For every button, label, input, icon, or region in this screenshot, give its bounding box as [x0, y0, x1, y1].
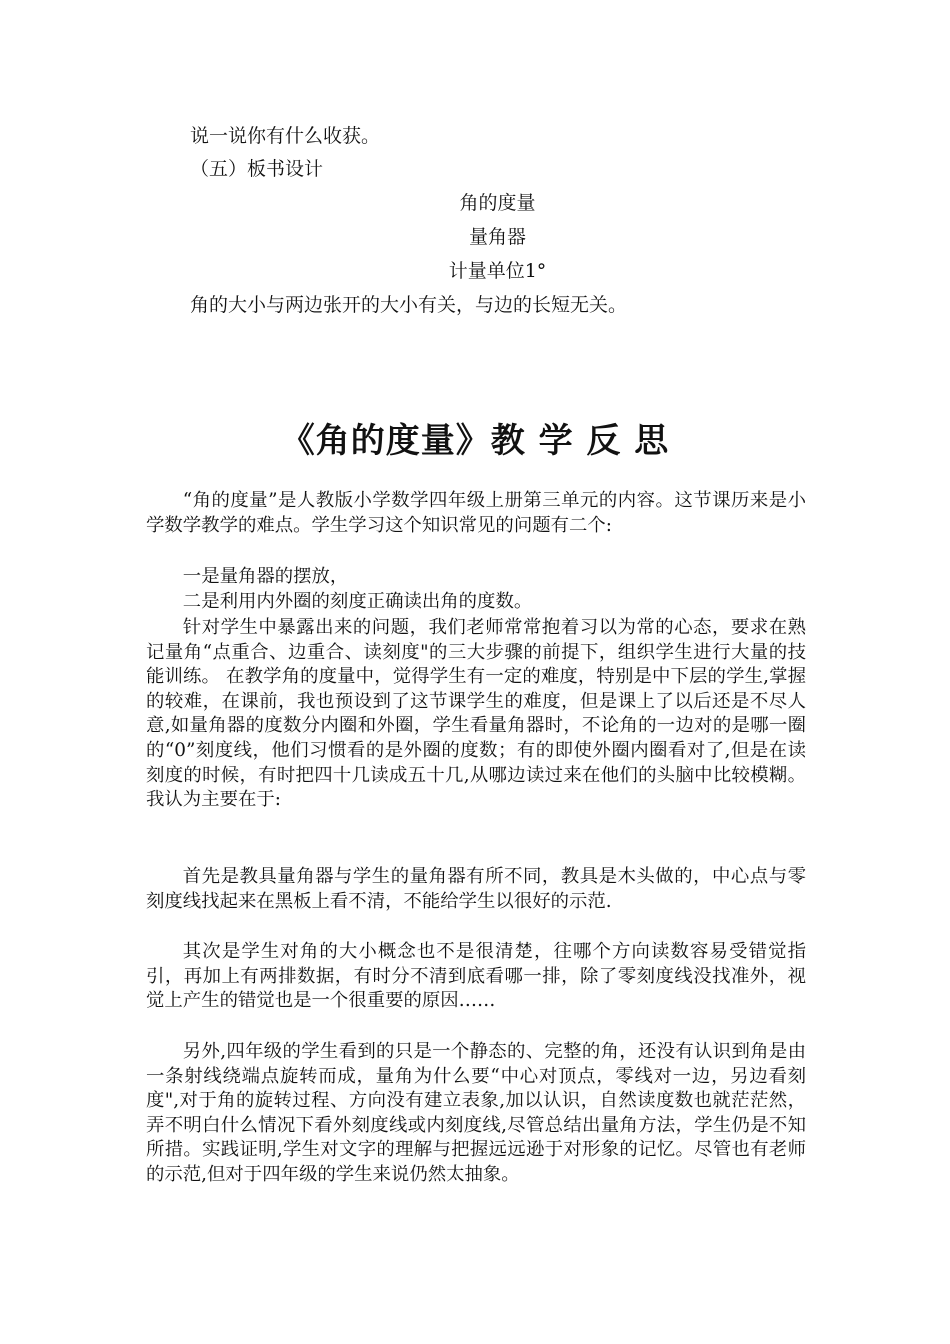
reflection-paragraph-also: 另外,四年级的学生看到的只是一个静态的、完整的角，还没有认识到角是由一条射线绕端点旋转而成，量角为什么要“中心对顶点，零线对一边，另边看刻度",对于角的旋转过程、方向没有建立表象,加以认识，自然读度数也就茫茫然，弄不明白什么情况下看外刻度线或内刻度线,尽管总结出量角方法，学生仍是不知所措。实践证明,学生对文字的理解与把握远远逊于对形象的记忆。尽管也有老师的示范,但对于四年级的学生来说仍然太抽象。 [146, 1041, 806, 1185]
board-conclusion: 角的大小与两边张开的大小有关，与边的长短无关。 [190, 294, 628, 316]
reflection-title: 《角的度量》教 学 反 思 [280, 421, 670, 461]
reflection-paragraph-second: 其次是学生对角的大小概念也不是很清楚，往哪个方向读数容易受错觉指引，再加上有两排数据，有时分不清到底看哪一排，除了零刻度线没找准外，视觉上产生的错觉也是一个很重要的原因…… [146, 941, 806, 1012]
board-title: 角的度量 [459, 192, 536, 214]
reflection-intro: “角的度量”是人教版小学数学四年级上册第三单元的内容。这节课历来是小学数学教学的难点。学生学习这个知识常见的问题有二个: [146, 490, 806, 536]
harvest-question: 说一说你有什么收获。 [190, 125, 381, 147]
reflection-point-2: 二是利用内外圈的刻度正确读出角的度数。 [182, 591, 533, 612]
reflection-paragraph-first: 首先是教具量角器与学生的量角器有所不同，教具是木头做的，中心点与零刻度线找起来在黑板上看不清，不能给学生以很好的示范. [146, 866, 806, 912]
section-heading-board-design: （五）板书设计 [190, 158, 324, 180]
reflection-paragraph-training: 针对学生中暴露出来的问题，我们老师常常抱着习以为常的心态，要求在熟记量角“点重合、边重合、读刻度"的三大步骤的前提下，组织学生进行大量的技能训练。 在教学角的度量中，觉得学生有一定的难度，特别是中下层的学生,掌握的较难，在课前，我也预设到了这节课学生的难度，但是课上了以后还是不尽人意,如量角器的度数分内圈和外圈，学生看量角器时，不论角的一边对的是哪一圈的“0”刻度线，他们习惯看的是外圈的度数；有的即使外圈内圈看对了,但是在读刻度的时候，有时把四十几读成五十几,从哪边读过来在他们的头脑中比较模糊。我认为主要在于: [146, 617, 806, 811]
board-item-protractor: 量角器 [468, 226, 526, 248]
board-item-unit: 计量单位1° [448, 260, 547, 282]
reflection-point-1: 一是量角器的摆放， [182, 566, 349, 587]
